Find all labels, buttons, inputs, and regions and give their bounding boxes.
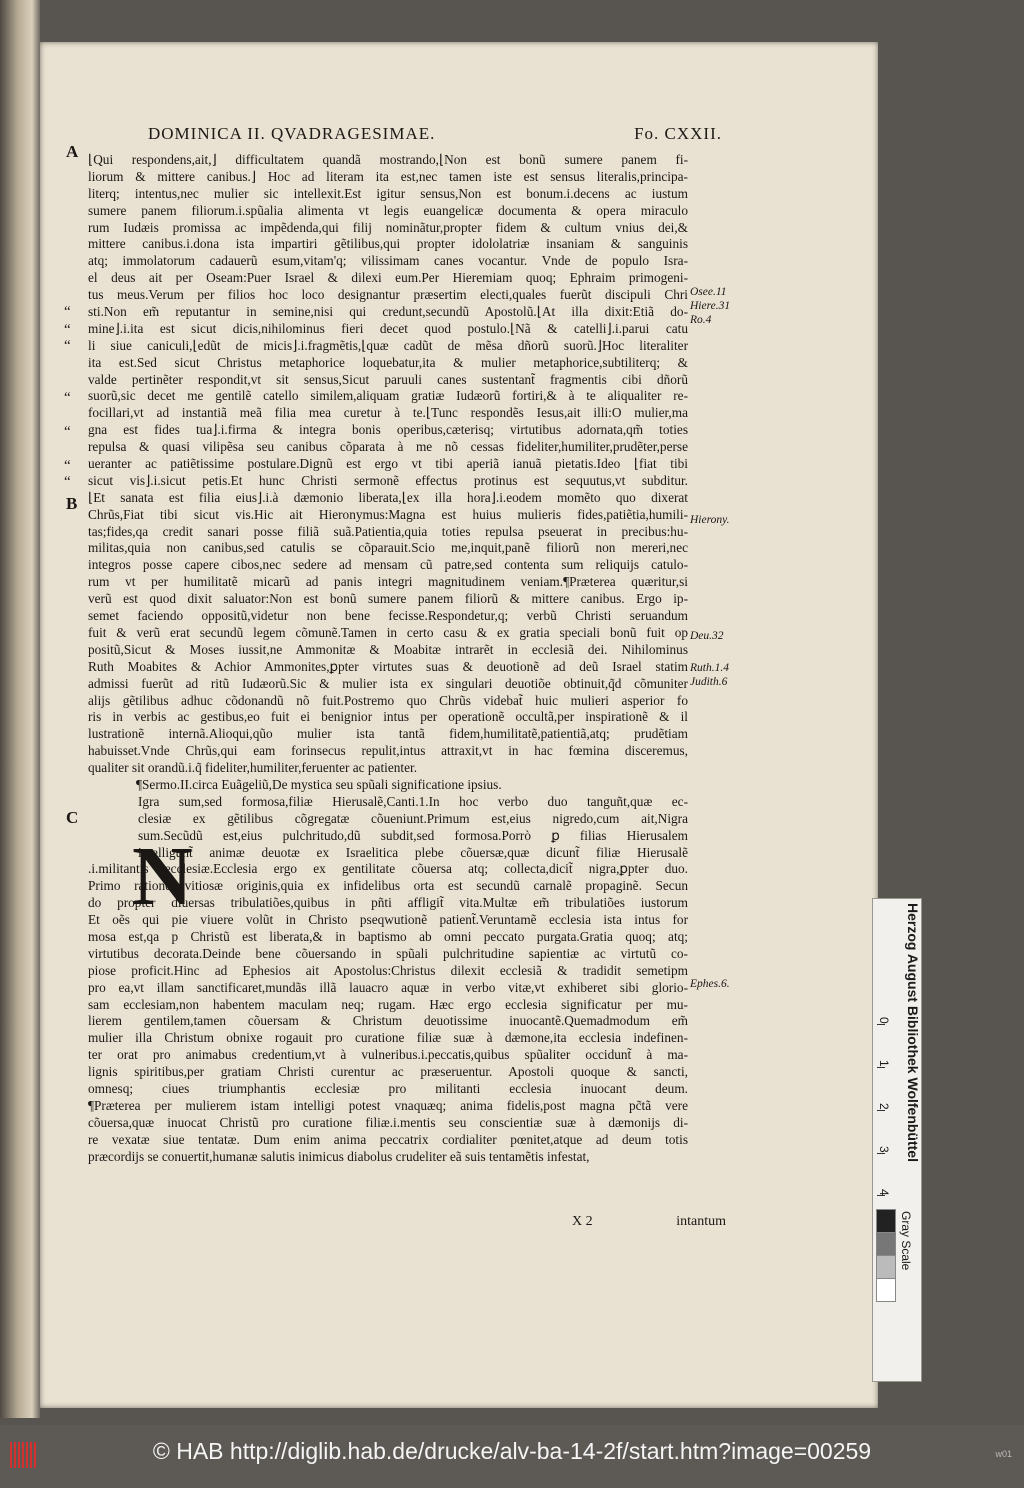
ruler-number: 0	[877, 1017, 891, 1024]
text-line: omnesq; ciues triumphantis ecclesiæ pro militanti ecclesia inuocant deum.	[88, 1080, 688, 1096]
margin-note: Ephes.6.	[690, 978, 730, 990]
text-line: piose proficit.Hinc ad Ephesios ait Apostolus:Christus dilexit ecclesiã & tradidit semetipm	[88, 962, 688, 978]
text-line: literq; intentus,nec mulier sic intellexit.Est igitur sensus,Non est bonum.i.decens ac iustum	[88, 185, 688, 201]
main-text-column	[88, 152, 688, 1165]
text-line: re vexatæ siue tentatæ. Dum enim anima peccatrix cordialiter pœnitet,atque ad deum totis	[88, 1131, 688, 1147]
quote-mark: “	[64, 474, 71, 490]
text-line: gna est fides tua⌋.i.firma & integra bonis operibus,cæterisq; virtutibus adornata,qm̃ toties	[88, 422, 688, 438]
text-line: atq; immolatorum cadauerũ esum,vitam'q; vilissimam canes vocantur. Vnde de populo Isra-	[88, 253, 688, 269]
text-line: admissi fuerũt ad ritũ Iudæorũ.Sic & mulier ista ex singulari deuotiõe obtinuit,q̃d cõmuniter	[88, 675, 688, 691]
corner-mark: w01	[995, 1449, 1012, 1459]
text-line: ter orat pro animabus credentium,vt à vulneribus.i.peccatis,quibus spũaliter occidunt̃ à ma-	[88, 1047, 688, 1063]
text-line: ueranter ac patiẽtissime postulare.Dignũ est ergo vt tibi aperiã ianuã pietatis.Ideo ⌊fiat tibi	[88, 456, 688, 472]
sermon-heading: ¶Sermo.II.circa Euãgeliũ,De mystica seu spũali significatione ipsius.	[136, 776, 502, 792]
text-line: ris in verbis ac gestibus,eo fuit ei benignior intus per operationẽ occultã,per inspirationẽ & il	[88, 709, 688, 725]
quote-mark: “	[64, 458, 71, 474]
text-line: tus meus.Verum per filios hoc loco designantur præsertim electi,quales fuerũt discipuli Chri	[88, 287, 688, 303]
text-line: qualiter sit orandũ.i.q̃ fideliter,humiliter,feruenter ac patienter.	[88, 760, 418, 776]
gray-swatch	[876, 1255, 896, 1279]
book-page	[40, 42, 878, 1408]
text-line: sti.Non em̃ reputantur in semine,nisi qui credunt,secundũ Apostolũ.⌊At illa dixit:Etiã do-	[88, 304, 688, 320]
ruler	[877, 1024, 885, 1196]
footer-bar	[0, 1425, 1024, 1488]
text-line: repulsa & quasi vilipẽsa seu canibus cõparata à me nõ cessas fideliter,humiliter,prudẽter,perse	[88, 439, 688, 455]
text-line: semet faciendo oppositũ,videtur non bene fecisse.Respondetur,q; verbũ Christi seruandum	[88, 608, 688, 624]
copyright-url: © HAB http://diglib.hab.de/drucke/alv-ba-14-2f/start.htm?image=00259	[152, 1438, 872, 1464]
text-line: mosa est,qa p Christũ est liberata,& in baptismo ab omni peccato purgata.Gratia quoq; atq;	[88, 928, 688, 944]
text-line: ¶Præterea per mulierem istam intelligi potest vnaquæq; anima fidelis,post magna pc̃tã vere	[88, 1097, 688, 1113]
ruler-tick	[877, 1067, 885, 1068]
margin-note: Hiere.31	[690, 300, 731, 312]
text-line: habuisset.Vnde Chrũs,qui eam forinsecus repulit,intus attraxit,vt in hac fœmina disceremus,	[88, 743, 688, 759]
text-line: sumere panem filiorum.i.spũalia alimenta vt legis euangelicæ documenta & opera miraculo	[88, 202, 688, 218]
catchword: intantum	[676, 1214, 726, 1229]
text-line: lustrationẽ internã.Alioqui,qũo mulier ista tantã fidem,humilitatẽ,patientiã,atq; prudẽtiam	[88, 726, 688, 742]
text-line: ita est.Sed sicut Christus metaphorice loquebatur,ita & mulier metaphorice,subtiliterq; &	[88, 354, 688, 370]
text-line: ⌊Qui respondens,ait,⌋ difficultatem quandã mostrando,⌊Non est bonũ sumere panem fi-	[88, 152, 688, 167]
text-line: positũ,Sicut & Moses iussit,ne Ammonitæ & Moabitæ intrarẽt in ecclesiã dei. Nihilominus	[88, 641, 688, 657]
text-line: virtutibus decorata.Deinde bene cõuersando in spũali pulchritudine sapientiæ ac virtutũ co-	[88, 945, 688, 961]
gray-swatch	[876, 1232, 896, 1256]
quote-mark: “	[64, 424, 71, 440]
text-line: militas,quia non canibus,sed catulis se cõparauit.Scio me,inquit,panẽ filiorũ non mereri,nec	[88, 540, 688, 556]
text-line: rum vt per humilitatẽ micarũ ad panis integri magnitudinem veniam.¶Præterea quæritur,si	[88, 574, 688, 590]
text-line: mine⌋.i.ita est sicut dicis,nihilominus fieri decet quod postulo.⌊Nã & catelli⌋.i.parui catu	[88, 320, 688, 336]
margin-note: Hierony.	[690, 514, 730, 526]
gray-swatch	[876, 1209, 896, 1233]
text-line: Ruth Moabites & Achior Ammonites,ꝑpter virtutes suas & deuotionẽ ad deũ Israel statim	[88, 658, 688, 674]
ruler-tick	[877, 1110, 885, 1111]
text-line: mittere canibus.i.dona ista impartiri gẽtilibus,qui propter idololatriæ insaniam & sanguinis	[88, 236, 688, 252]
ruler-number: 2	[877, 1103, 891, 1110]
text-line: Et oẽs qui pie viuere volũt in Christo pseqwutionẽ patient̃.Veruntamẽ ecclesia ista intus for	[88, 912, 688, 928]
text-line: Primo ratione vitiosæ originis,quia ex infidelibus orta est secundũ carnalẽ propaginẽ. Secun	[88, 878, 688, 894]
text-line: mulier illa Christum obnixe rogauit pro curatione filiæ suæ à dæmone,ita ecclesia indefinen-	[88, 1030, 688, 1046]
section-letter-c: C	[66, 808, 79, 827]
quote-mark: “	[64, 390, 71, 406]
signature-mark: X 2	[572, 1214, 593, 1229]
text-line: verũ est quod dixit saluator:Non est bonũ sumere panem filiorũ & mittere canibus. Ergo ip-	[88, 591, 688, 607]
text-line: sicut vis⌋.i.sicut petis.Et hunc Christi sermonẽ effectus protinus est sequutus,vt subditur.	[88, 472, 688, 488]
margin-note: Judith.6	[690, 676, 728, 688]
margin-note: Osee.11	[690, 286, 727, 298]
ruler-tick	[877, 1024, 885, 1025]
ruler-number: 1	[877, 1060, 891, 1067]
ruler-number: 4	[877, 1189, 891, 1196]
text-line: sam ecclesiam,non habentem maculam neq; rugam. Hæc ergo ecclesia significatur per mu-	[88, 996, 688, 1012]
text-line: ⌊Et sanata est filia eius⌋.i.à dæmonio liberata,⌊ex illa hora⌋.i.eodem momẽto quo dixerat	[88, 489, 688, 505]
margin-note: Ro.4	[690, 314, 712, 326]
text-line: integros posse capere cibos,nec sedere ad mensam cũ patre,sed contenta sum reliquijs catulo-	[88, 557, 688, 573]
text-line: intelligunt̃ animæ deuotæ ex Israelitica plebe cõuersæ,quæ dicunt̃ filiæ Hierusalẽ	[138, 844, 688, 860]
text-line: focillari,vt ad instantiã meã filia mea curetur à te.⌊Tunc respondẽs Iesus,ait illi:O mulier,ma	[88, 405, 688, 421]
previous-page-edge	[0, 0, 40, 1418]
section-letter-a: A	[66, 142, 79, 161]
ruler-tick	[877, 1153, 885, 1154]
text-line: Igra sum,sed formosa,filiæ Hierusalẽ,Canti.1.In hoc verbo duo tanguñt,quæ ec-	[138, 793, 688, 809]
text-line: fuit & verũ erat secundũ legem cõmunẽ.Tamen in certo casu & ex gratia speciali bonũ fuit op	[88, 624, 688, 640]
text-line: clesiæ ex gẽtilibus cõgregatæ cõueniunt.Primum est,eius nigredo,cum ait,Nigra	[138, 810, 688, 826]
folio-number: Fo. CXXII.	[634, 124, 722, 143]
quote-mark: “	[64, 304, 71, 320]
text-line: pro ea,vt illam sanctificaret,mundãs illã lauacro aquæ in verbo vitæ,vt exhiberet sibi glorio-	[88, 979, 688, 995]
text-line: do propter diuersas tribulatiões,quibus in pñti affligit̃ vita.Multæ em̃ tribulatiões iustorum	[88, 895, 688, 911]
text-line: valde pertinẽter respondit,vt sit sensus,Sicut paruuli canes sustentant̃ fragmentis cibi dñorũ	[88, 371, 688, 387]
text-line: lierem gentilem,tamen cõuersam & Christum deuotissime inuocantẽ.Quemadmodum em̃	[88, 1013, 688, 1029]
text-line: tas;fides,qa credit sanari posse filiã suã.Patientia,quia toties repulsa pseuerat in precibus:hu-	[88, 523, 688, 539]
color-scale-card	[872, 898, 922, 1382]
margin-note: Ruth.1.4	[690, 662, 729, 674]
quote-mark: “	[64, 338, 71, 354]
quote-mark: “	[64, 322, 71, 338]
gray-scale-label: Gray Scale	[899, 1211, 913, 1271]
text-line: præcordijs se conuertit,humanæ salutis inimicus diabolus crudeliter eã suis tentamẽtis infestat,	[88, 1148, 590, 1164]
margin-note: Deu.32	[690, 630, 724, 642]
text-line: rum Iudæis promissa ac impẽdenda,qui filij nominãtur,propter fidem & cultum vnius dei,&	[88, 219, 688, 235]
drop-cap-initial: N	[132, 830, 193, 923]
gray-swatch	[876, 1278, 896, 1302]
page-title: DOMINICA II. QVADRAGESIMAE.	[148, 124, 436, 143]
section-letter-b: B	[66, 494, 78, 513]
text-line: suorũ,sic decet me gentilẽ catello similem,aliquam gratiæ Iudæorũ fortiri,& à te aliqualiter re-	[88, 388, 688, 404]
ruler-number: 3	[877, 1146, 891, 1153]
text-line: cõuersa,quæ inuocat Christũ pro curatione filiæ.i.mentis seu conscientiæ suæ à dæmonijs di-	[88, 1114, 688, 1130]
text-line: .i.militantis ecclesiæ.Ecclesia ergo ex gentilitate cõuersa atq; collecta,dicit̃ nigra,ꝑpter duo.	[88, 861, 688, 877]
text-line: liorum & mittere canibus.⌋ Hoc ad literam ita est,nec tamen iste est sensus literalis,principa-	[88, 168, 688, 184]
text-line: li siue caniculi,⌊edũt de micis⌋.i.fragmẽtis,⌊quæ cadũt de mẽsa dñorũ suorũ.⌋Hoc literaliter	[88, 337, 688, 353]
text-line: alijs gẽtilibus adhuc cõdonandũ nõ fuit.Postremo quo Chrũs videbat̃ huic mulieri asperior fo	[88, 692, 688, 708]
library-name: Herzog August Bibliothek Wolfenbüttel	[905, 903, 921, 1162]
text-line: sum.Secũdũ est,eius pulchritudo,dũ subdit,sed formosa.Porrò ꝑ filias Hierusalem	[138, 827, 688, 843]
text-line: lignis spiritibus,per gratiam Christi curentur ac præseruentur. Apostoli quoque & sancti,	[88, 1064, 688, 1080]
text-line: Chrũs,Fiat tibi sicut vis.Hic ait Hieronymus:Magna est huius mulieris fides,patiẽtia,humili-	[88, 506, 688, 522]
text-line: el deus ait per Oseam:Puer Israel & dilexi eum.Per Hieremiam quoq; Ephraim primogeni-	[88, 270, 688, 286]
